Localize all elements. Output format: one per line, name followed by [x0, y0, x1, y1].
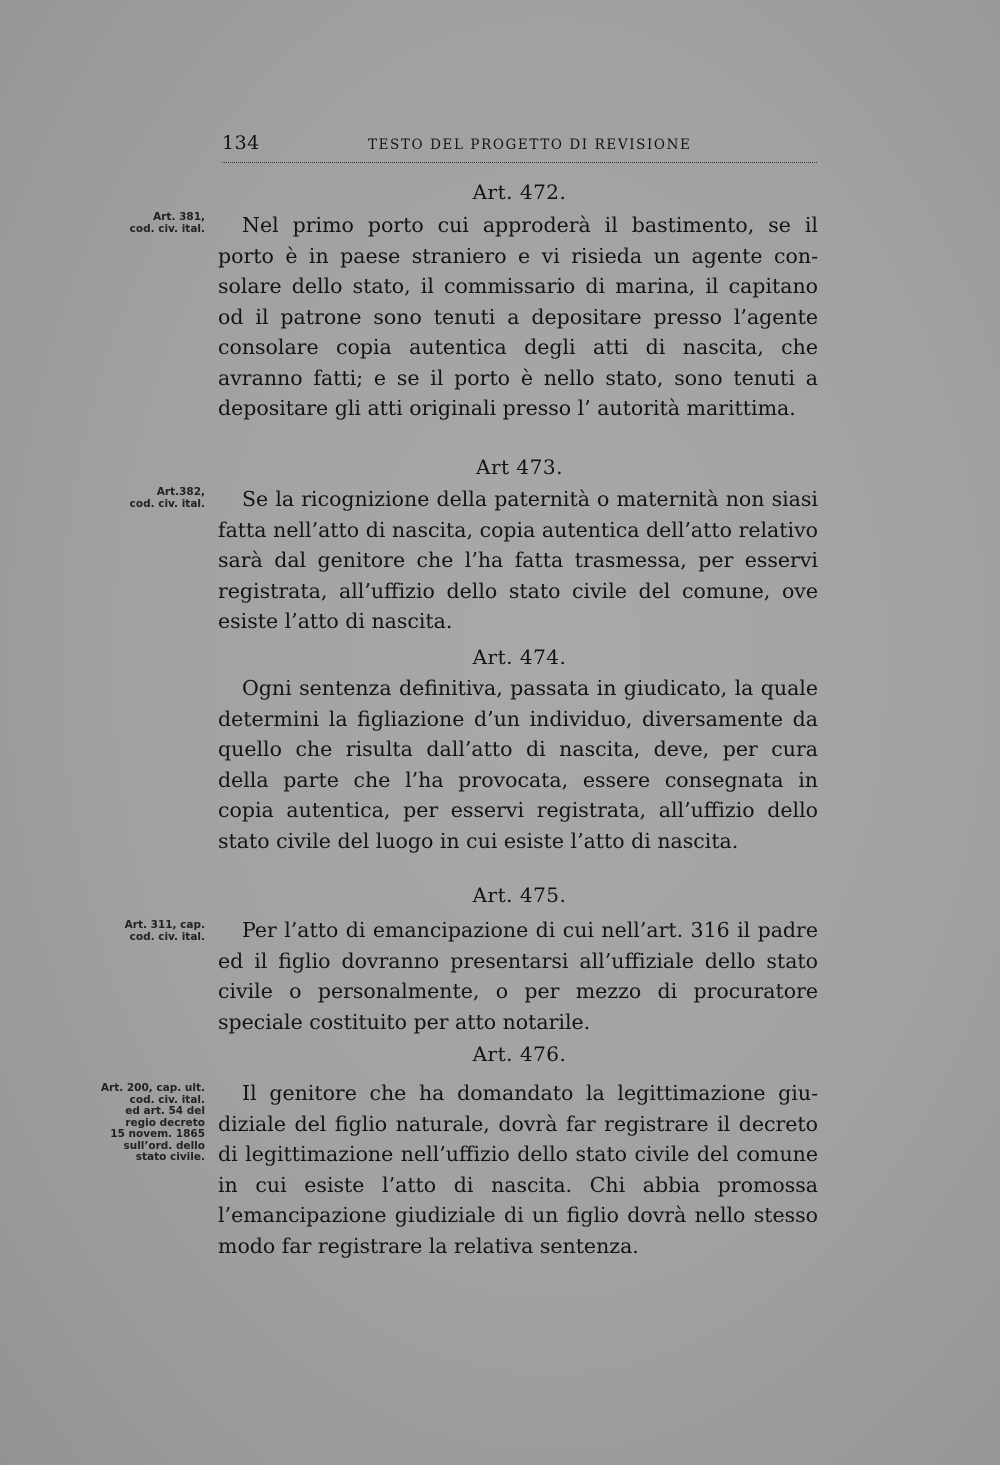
- margin-note-line: cod. civ. ital.: [129, 930, 205, 943]
- article-476-text: Il genitore che ha domandato la legittimazione giudiziale del figlio naturale, dovrà far registrare il decreto di legittimazione nell’uffizio dello stato civile del comune in cui esiste l’atto di nascita. Chi abbia promossa l’emancipazione giudiziale di un figlio dovrà nello stesso modo far registrare la relativa sentenza.: [218, 1081, 818, 1258]
- margin-note-line: Art. 381,: [153, 211, 205, 223]
- page-header: [222, 132, 817, 163]
- article-476-heading: Art. 476.: [472, 1042, 567, 1066]
- article-475-body: [218, 915, 818, 1037]
- margin-note-line: Art. 200, cap. ult.: [100, 1082, 205, 1094]
- margin-note-line: cod. civ. ital.: [129, 1093, 205, 1106]
- article-473-body: [218, 484, 818, 637]
- margin-note-line: 15 novem. 1865: [110, 1128, 205, 1140]
- article-476-body: [218, 1078, 818, 1261]
- margin-note-line: regio decreto: [125, 1116, 205, 1129]
- article-472-heading: Art. 472.: [472, 180, 567, 204]
- article-472-margin-note: [80, 212, 205, 235]
- article-476-margin-note: [80, 1083, 205, 1164]
- margin-note-line: stato civile.: [135, 1151, 205, 1163]
- margin-note-line: Art.382,: [156, 486, 205, 498]
- article-474-text: Ogni sentenza definitiva, passata in giudicato, la quale determini la figliazione d’un individuo, diversamente da quello che risulta dall’atto di nascita, deve, per cura della parte che l’ha provocata, essere consegnata in copia autentica, per esservi registrata, all’uffizio dello stato civile del luogo in cui esiste l’atto di nascita.: [218, 676, 818, 853]
- article-475-margin-note: [80, 920, 205, 943]
- article-473-margin-note: [80, 487, 205, 510]
- article-472-body: [218, 210, 818, 424]
- article-475-text: Per l’atto di emancipazione di cui nell’art. 316 il padre ed il figlio dovranno presentarsi all’uffiziale dello stato civile o personalmente, o per mezzo di procuratore speciale costituito per atto notarile.: [218, 918, 818, 1034]
- margin-note-line: ed art. 54 del: [125, 1105, 205, 1117]
- running-title: TESTO DEL PROGETTO DI REVISIONE: [368, 137, 692, 153]
- article-473-heading: Art 473.: [476, 455, 563, 479]
- article-474-heading: Art. 474.: [472, 645, 567, 669]
- article-474-body: [218, 673, 818, 856]
- article-473-text: Se la ricognizione della paternità o maternità non siasi fatta nell’atto di nascita, copia autentica dell’atto relativo sarà dal genitore che l’ha fatta trasmessa, per esservi registrata, all’uffizio dello stato civile del comune, ove esiste l’atto di nascita.: [218, 487, 818, 633]
- article-475-heading: Art. 475.: [472, 883, 567, 907]
- page-number: 134: [222, 132, 260, 154]
- article-472-text: Nel primo porto cui approderà il bastimento, se il porto è in paese straniero e vi risieda un agente consolare dello stato, il commissario di marina, il capitano od il patrone sono tenuti a depositare presso l’agente consolare copia autentica degli atti di nascita, che avranno fatti; e se il porto è nello stato, sono tenuti a depositare gli atti originali presso l’ autorità marittima.: [218, 213, 818, 420]
- margin-note-line: cod. civ. ital.: [129, 497, 205, 510]
- margin-note-line: sull’ord. dello: [123, 1139, 205, 1152]
- margin-note-line: Art. 311, cap.: [124, 919, 205, 931]
- margin-note-line: cod. civ. ital.: [129, 222, 205, 235]
